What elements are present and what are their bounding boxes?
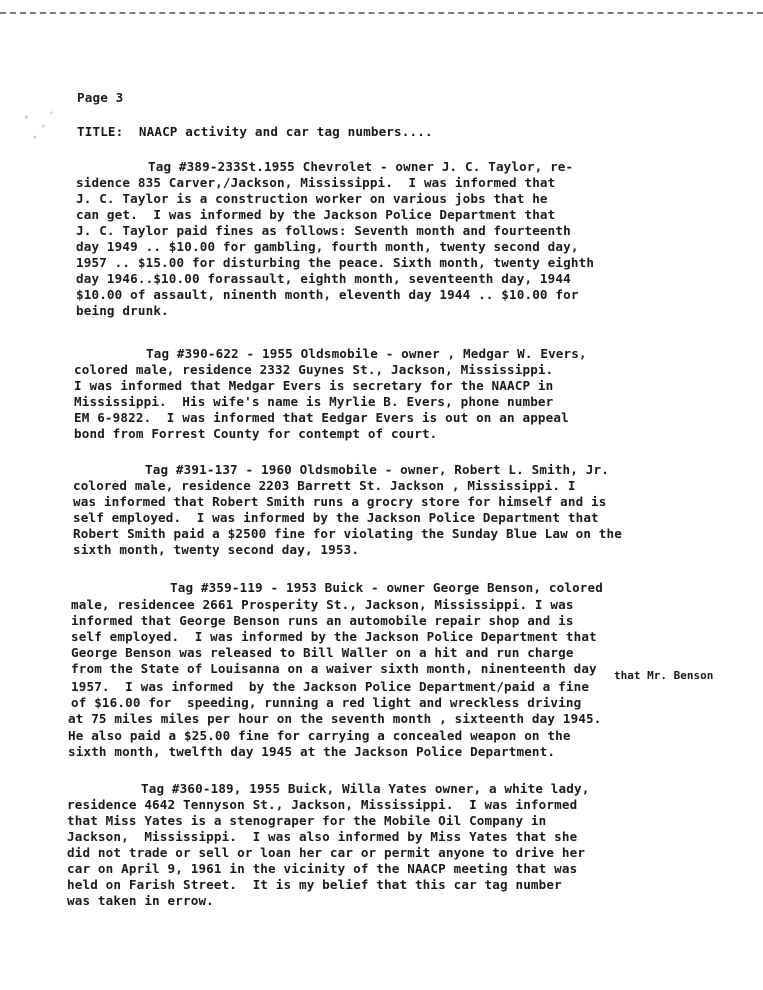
paragraph-line: held on Farish Street. It is my belief that this car tag number — [67, 877, 562, 892]
handwritten-insert: that Mr. Benson — [614, 669, 714, 682]
paragraph-line: Tag #390-622 - 1955 Oldsmobile - owner , Medgar W. Evers, — [146, 346, 587, 361]
paragraph-line: Robert Smith paid a $2500 fine for violating the Sunday Blue Law on the — [73, 526, 622, 541]
paragraph-line: $10.00 of assault, ninenth month, eleventh day 1944 .. $10.00 for — [76, 287, 579, 302]
paragraph-line: was taken in errow. — [67, 893, 214, 908]
page-number: Page 3 — [77, 90, 124, 105]
paragraph-line: 1957. I was informed by the Jackson Police Department/paid a fine — [71, 679, 590, 694]
paragraph-line: colored male, residence 2332 Guynes St., Jackson, Mississippi. — [74, 362, 554, 377]
paragraph-line: car on April 9, 1961 in the vicinity of the NAACP meeting that was — [67, 861, 578, 876]
paragraph-line: sidence 835 Carver,/Jackson, Mississippi. I was informed that — [76, 175, 556, 190]
paragraph-line: bond from Forrest County for contempt of court. — [74, 426, 438, 441]
paragraph-line: did not trade or sell or loan her car or permit anyone to drive her — [67, 845, 586, 860]
paragraph-line: sixth month, twenty second day, 1953. — [73, 542, 360, 557]
paragraph-line: Tag #389-233St.1955 Chevrolet - owner J. C. Taylor, re- — [148, 159, 574, 174]
paragraph-line: J. C. Taylor paid fines as follows: Seventh month and fourteenth — [76, 223, 571, 238]
paragraph-line: sixth month, twelfth day 1945 at the Jackson Police Department. — [68, 744, 556, 759]
paragraph-line: J. C. Taylor is a construction worker on various jobs that he — [76, 191, 548, 206]
scan-speckle — [18, 104, 60, 148]
page-top-edge — [0, 0, 763, 14]
paragraph-line: 1957 .. $15.00 for disturbing the peace. Sixth month, twenty eighth — [76, 255, 595, 270]
paragraph-line: can get. I was informed by the Jackson Police Department that — [76, 207, 556, 222]
paragraph-line: day 1946..$10.00 forassault, eighth month, seventeenth day, 1944 — [76, 271, 571, 286]
title-label: TITLE: — [77, 124, 124, 139]
title-text: NAACP activity and car tag numbers.... — [138, 124, 433, 139]
paragraph-line: from the State of Louisanna on a waiver sixth month, ninenteenth day — [71, 661, 597, 676]
paragraph-line: Tag #391-137 - 1960 Oldsmobile - owner, Robert L. Smith, Jr. — [145, 462, 609, 477]
paragraph-line: I was informed that Medgar Evers is secretary for the NAACP in — [74, 378, 554, 393]
paragraph-line: day 1949 .. $10.00 for gambling, fourth month, twenty second day, — [76, 239, 579, 254]
paragraph-line: at 75 miles miles per hour on the seventh month , sixteenth day 1945. — [68, 711, 602, 726]
paragraph-line: EM 6-9822. I was informed that Eedgar Evers is out on an appeal — [74, 410, 569, 425]
paragraph-line: self employed. I was informed by the Jackson Police Department that — [71, 629, 597, 644]
paragraph-line: self employed. I was informed by the Jackson Police Department that — [73, 510, 599, 525]
paragraph-line: colored male, residence 2203 Barrett St. Jackson , Mississippi. I — [73, 478, 576, 493]
paragraph-line: residence 4642 Tennyson St., Jackson, Mississippi. I was informed — [67, 797, 578, 812]
paragraph-line: He also paid a $25.00 fine for carrying a concealed weapon on the — [68, 728, 571, 743]
paragraph-line: being drunk. — [76, 303, 169, 318]
paragraph-line: that Miss Yates is a stenograper for the Mobile Oil Company in — [67, 813, 547, 828]
paragraph-line: George Benson was released to Bill Waller on a hit and run charge — [71, 645, 574, 660]
paragraph-line: Tag #360-189, 1955 Buick, Willa Yates owner, a white lady, — [141, 781, 590, 796]
paragraph-line: Jackson, Mississippi. I was also informed by Miss Yates that she — [67, 829, 578, 844]
title-line — [77, 124, 433, 139]
paragraph-line: of $16.00 for speeding, running a red light and wreckless driving — [71, 695, 582, 710]
paragraph-line: Mississippi. His wife's name is Myrlie B. Evers, phone number — [74, 394, 554, 409]
paragraph-line: Tag #359-119 - 1953 Buick - owner George Benson, colored — [170, 580, 603, 595]
paragraph-line: male, residencee 2661 Prosperity St., Jackson, Mississippi. I was — [71, 597, 574, 612]
paragraph-line: informed that George Benson runs an automobile repair shop and is — [71, 613, 574, 628]
paragraph-line: was informed that Robert Smith runs a grocry store for himself and is — [73, 494, 607, 509]
